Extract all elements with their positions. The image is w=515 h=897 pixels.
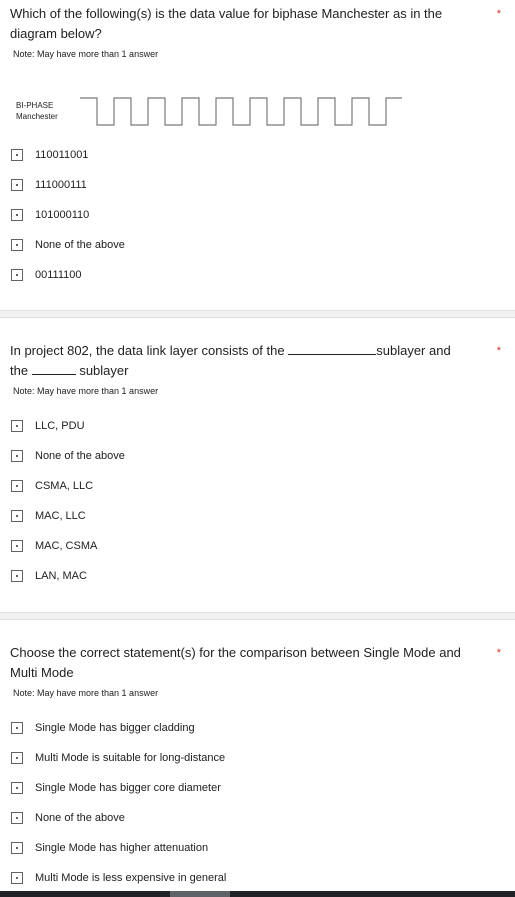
checkbox-option[interactable] — [11, 840, 208, 856]
checkbox-icon[interactable] — [11, 239, 23, 251]
required-mark: * — [496, 345, 501, 357]
checkbox-icon[interactable] — [11, 570, 23, 582]
checkbox-icon[interactable] — [11, 752, 23, 764]
checkbox-icon[interactable] — [11, 269, 23, 281]
option-label: Multi Mode is less expensive in general — [35, 872, 227, 884]
section-separator — [0, 310, 515, 318]
option-label: 101000110 — [35, 209, 90, 221]
option-label: Single Mode has bigger core diameter — [35, 782, 221, 794]
checkbox-option[interactable] — [11, 810, 125, 826]
checkbox-icon[interactable] — [11, 722, 23, 734]
checkbox-option[interactable] — [11, 267, 82, 283]
checkbox-icon[interactable] — [11, 812, 23, 824]
question-card-1 — [0, 0, 515, 310]
checkbox-option[interactable] — [11, 870, 226, 886]
checkbox-option[interactable] — [11, 237, 125, 253]
question-2-note: Note: May have more than 1 answer — [13, 386, 159, 396]
option-label: Multi Mode is suitable for long-distance — [35, 752, 226, 764]
checkbox-option[interactable] — [11, 478, 93, 494]
option-label: MAC, LLC — [35, 510, 86, 522]
option-label: 110011001 — [35, 149, 89, 161]
diagram-label-line2: Manchester — [16, 112, 58, 121]
option-label: MAC, CSMA — [35, 540, 98, 552]
checkbox-option[interactable] — [11, 177, 87, 193]
option-label: LAN, MAC — [35, 570, 87, 582]
diagram-label — [16, 100, 58, 122]
checkbox-option[interactable] — [11, 147, 88, 163]
question-2-title-part3: the — [10, 363, 29, 378]
checkbox-icon[interactable] — [11, 209, 23, 221]
manchester-waveform-diagram — [80, 93, 405, 133]
option-label: None of the above — [35, 239, 125, 251]
option-label: CSMA, LLC — [35, 480, 94, 492]
checkbox-icon[interactable] — [11, 782, 23, 794]
bottom-scrollbar-track[interactable] — [0, 891, 515, 897]
checkbox-icon[interactable] — [11, 420, 23, 432]
option-label: None of the above — [35, 450, 125, 462]
question-card-2 — [0, 318, 515, 612]
option-label: LLC, PDU — [35, 420, 85, 432]
checkbox-option[interactable] — [11, 508, 86, 524]
question-2-title-part2: sublayer and — [376, 343, 451, 358]
checkbox-icon[interactable] — [11, 450, 23, 462]
checkbox-option[interactable] — [11, 568, 87, 584]
section-separator — [0, 612, 515, 620]
checkbox-option[interactable] — [11, 780, 221, 796]
checkbox-icon[interactable] — [11, 179, 23, 191]
question-card-3 — [0, 620, 515, 891]
question-1-title: Which of the following(s) is the data value for biphase Manchester as in the diagram below? — [10, 6, 443, 41]
checkbox-icon[interactable] — [11, 480, 23, 492]
required-mark: * — [496, 647, 501, 659]
checkbox-icon[interactable] — [11, 149, 23, 161]
required-mark: * — [496, 8, 501, 20]
option-label: Single Mode has higher attenuation — [35, 842, 209, 854]
question-1-note: Note: May have more than 1 answer — [13, 49, 159, 59]
checkbox-option[interactable] — [11, 720, 195, 736]
option-label: None of the above — [35, 812, 125, 824]
checkbox-icon[interactable] — [11, 872, 23, 884]
option-label: 00111100 — [35, 269, 82, 281]
checkbox-option[interactable] — [11, 750, 225, 766]
checkbox-option[interactable] — [11, 207, 89, 223]
question-2-title-part1: In project 802, the data link layer consists of the — [10, 343, 285, 358]
checkbox-option[interactable] — [11, 538, 97, 554]
checkbox-icon[interactable] — [11, 540, 23, 552]
bottom-scrollbar-thumb[interactable] — [170, 891, 230, 897]
checkbox-icon[interactable] — [11, 510, 23, 522]
question-2-title-part4: sublayer — [79, 363, 129, 378]
fill-blank — [32, 362, 76, 375]
diagram-label-line1: BI-PHASE — [16, 101, 54, 110]
question-2-title — [10, 341, 475, 381]
checkbox-option[interactable] — [11, 448, 125, 464]
question-3-title: Choose the correct statement(s) for the comparison between Single Mode and Multi Mode — [10, 645, 461, 680]
option-label: Single Mode has bigger cladding — [35, 722, 195, 734]
question-3-note: Note: May have more than 1 answer — [13, 688, 159, 698]
checkbox-option[interactable] — [11, 418, 85, 434]
checkbox-icon[interactable] — [11, 842, 23, 854]
option-label: 111000111 — [35, 179, 87, 191]
fill-blank — [288, 342, 376, 355]
